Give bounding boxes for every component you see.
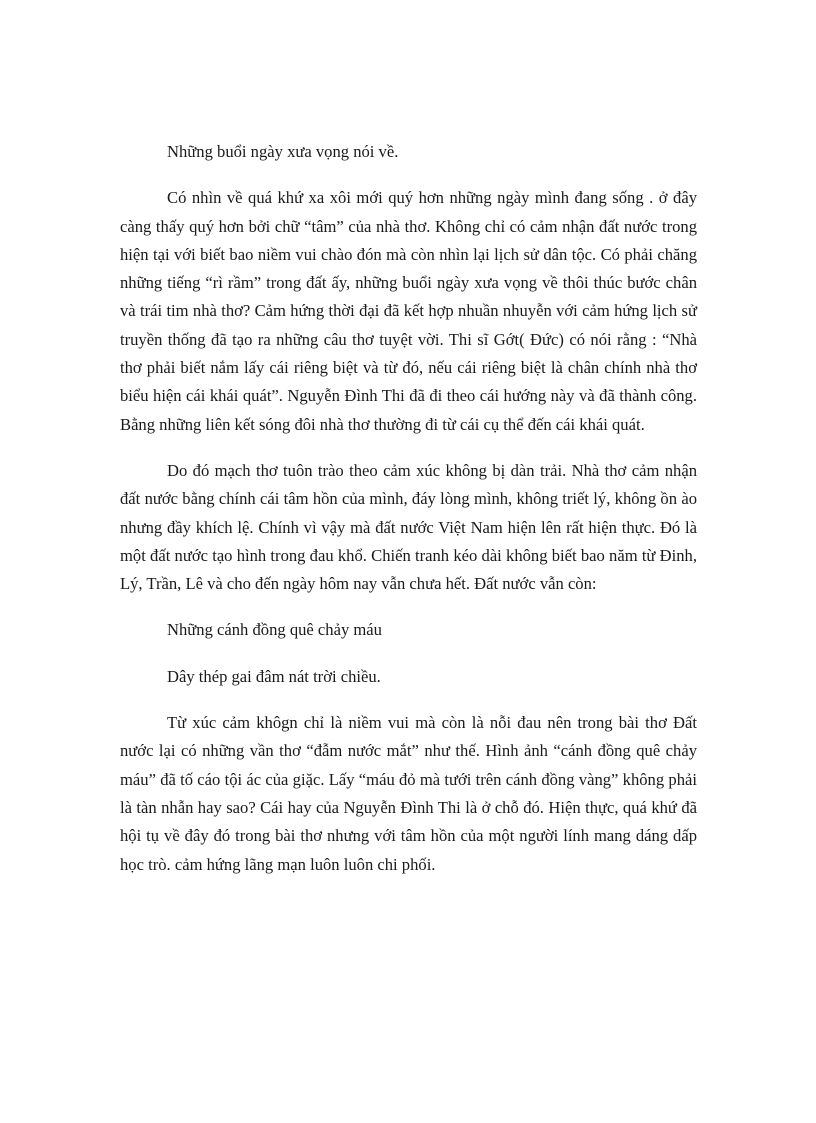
poem-line-1: Những cánh đồng quê chảy máu (167, 620, 382, 640)
paragraph-1: Những buổi ngày xưa vọng nói về. (167, 142, 399, 161)
paragraph-2: Có nhìn về quá khứ xa xôi mới quý hơn những ngày mình đang sống . ở đây càng thấy quý hơn bởi chữ “tâm” của nhà thơ. Không chỉ có cảm nhận đất nước trong hiện tại với biết bao niềm vui chào đón mà còn nhìn lại lịch sử dân tộc. Có phải chăng những tiếng “rì rầm” trong đất ấy, những buổi ngày xưa vọng về thôi thúc bước chân và trái tim nhà thơ? Cảm hứng thời đại đã kết hợp nhuần nhuyễn với cảm hứng lịch sử truyền thống đã tạo ra những câu thơ tuyệt vời. Thi sĩ Gớt( Đức) có nói rằng : “Nhà thơ phải biết nắm lấy cái riêng biệt và từ đó, nếu cái riêng biệt là chân chính nhà thơ biểu hiện cái khái quát”. Nguyễn Đình Thi đã đi theo cái hướng này và đã thành công. Bằng những liên kết sóng đôi nhà thơ thường đi từ cái cụ thể đến cái khái quát. (120, 188, 697, 434)
poem-line-2: Dây thép gai đâm nát trời chiều. (167, 666, 381, 686)
document-body (120, 138, 697, 879)
paragraph-3: Do đó mạch thơ tuôn trào theo cảm xúc không bị dàn trải. Nhà thơ cảm nhận đất nước bằng chính cái tâm hồn của mình, đáy lòng mình, không triết lý, không ồn ào nhưng đầy khích lệ. Chính vì vậy mà đất nước Việt Nam hiện lên rất hiện thực. Đó là một đất nước tạo hình trong đau khổ. Chiến tranh kéo dài không biết bao năm từ Đinh, Lý, Trần, Lê và cho đến ngày hôm nay vẫn chưa hết. Đất nước vẫn còn: (120, 460, 697, 594)
paragraph-4: Từ xúc cảm khôgn chỉ là niềm vui mà còn là nỗi đau nên trong bài thơ Đất nước lại có những vần thơ “đẫm nước mắt” như thế. Hình ảnh “cánh đồng quê chảy máu” đã tố cáo tội ác của giặc. Lấy “máu đỏ mà tưới trên cánh đồng vàng” không phải là tàn nhẫn hay sao? Cái hay của Nguyễn Đình Thi là ở chỗ đó. Hiện thực, quá khứ đã hội tụ về đây đó trong bài thơ nhưng với tâm hồn của một người lính mang dáng dấp học trò. cảm hứng lãng mạn luôn luôn chi phối. (120, 713, 697, 874)
